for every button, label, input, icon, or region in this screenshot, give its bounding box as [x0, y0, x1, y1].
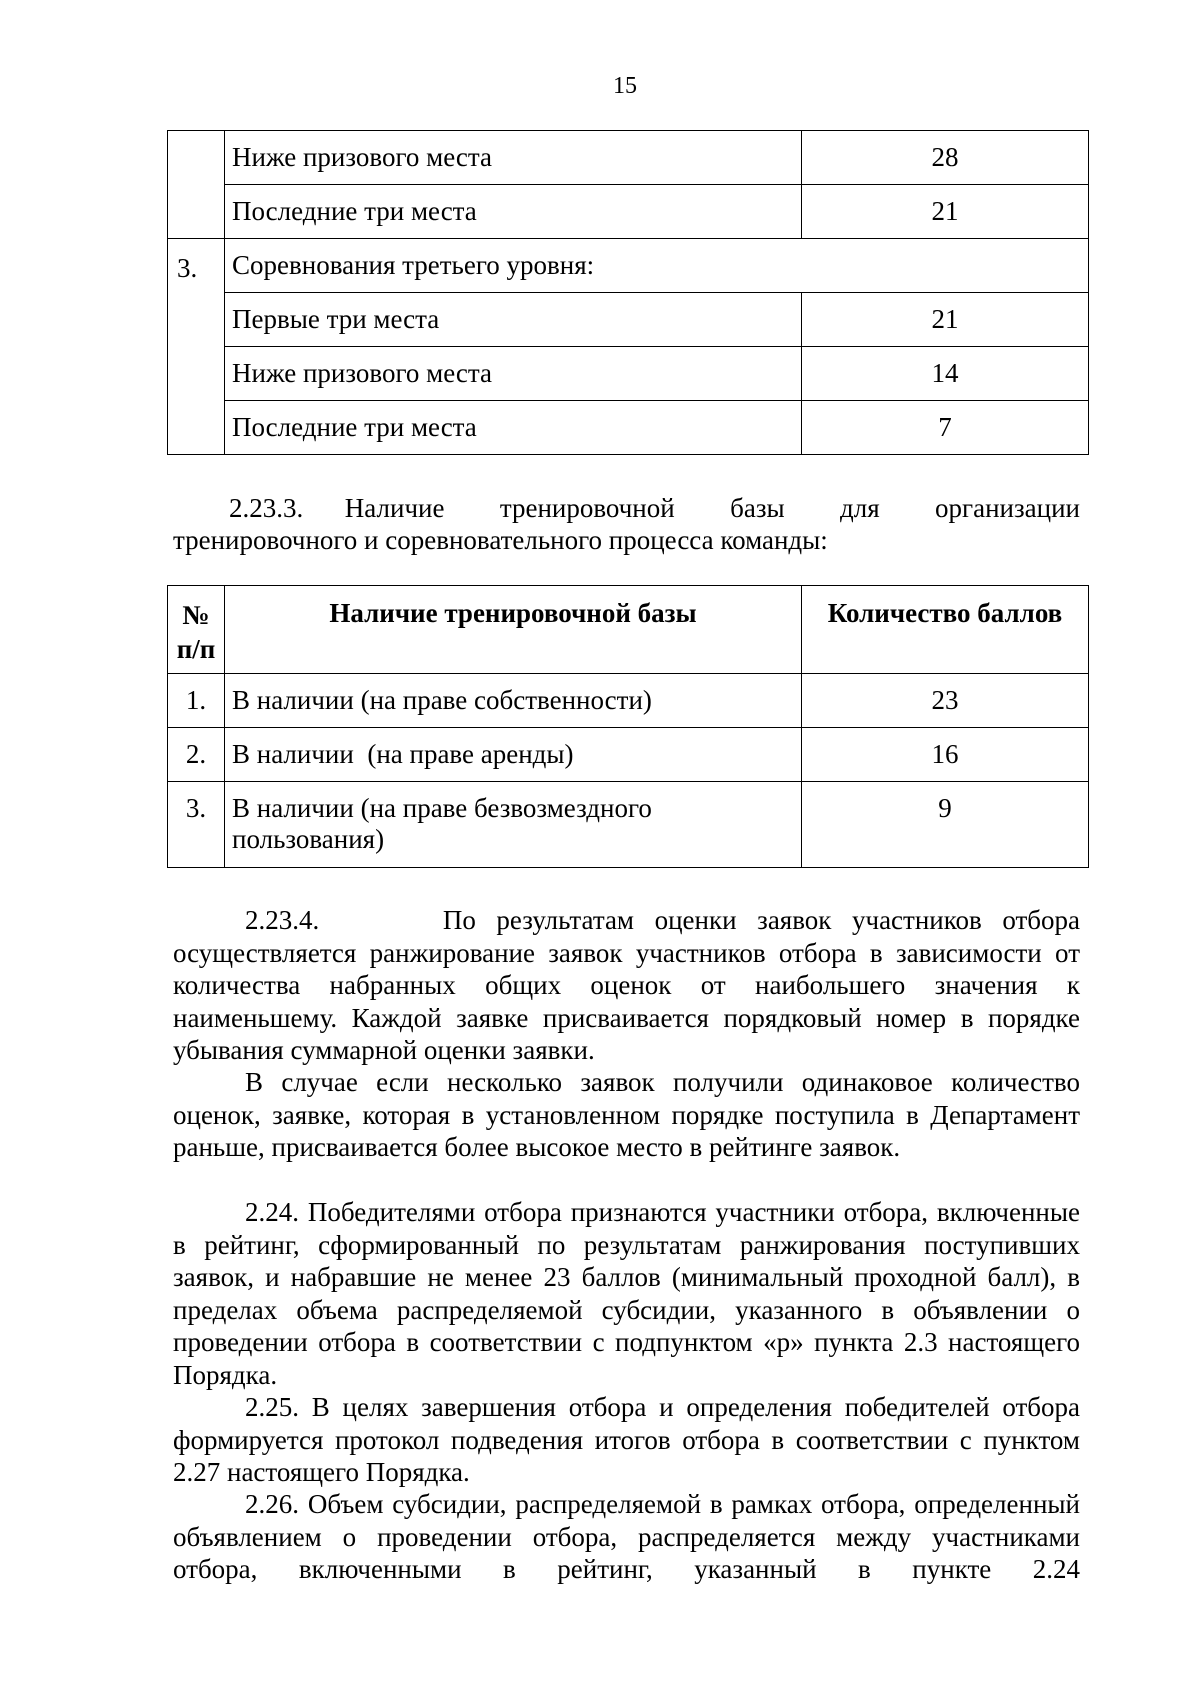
paragraph-2-23-3-line2: тренировочного и соревновательного процесса команды: [173, 525, 828, 555]
table-row [168, 782, 1089, 868]
row-score-cell: 7 [802, 401, 1089, 455]
row-label-cell: В наличии (на праве аренды) [225, 728, 802, 782]
paragraph-2-26: 2.26. Объем субсидии, распределяемой в рамках отбора, определенный объявлением о проведении отбора, распределяется между участниками отбора, включенными в рейтинг, указанный в пункте 2.24 [173, 1489, 1080, 1584]
row-label-cell: В наличии (на праве безвозмездного пользования) [225, 782, 802, 868]
table-header-row [168, 586, 1089, 674]
row-label-cell: Ниже призового места [225, 347, 802, 401]
row-score-cell: 9 [802, 782, 1089, 868]
table-row [168, 293, 1089, 347]
header-label-cell: Наличие тренировочной базы [225, 586, 802, 674]
table-row [168, 728, 1089, 782]
row-label-cell: Ниже призового места [225, 131, 802, 185]
row-number-cell [168, 131, 225, 239]
row-label-cell: Последние три места [225, 401, 802, 455]
row-score-cell: 14 [802, 347, 1089, 401]
paragraph-2-25: 2.25. В целях завершения отбора и определения победителей отбора формируется протокол подведения итогов отбора в соответствии с пунктом 2.27 настоящего Порядка. [173, 1392, 1080, 1487]
scores-table-continued [167, 130, 1089, 455]
table-row [168, 401, 1089, 455]
section-label-cell: Соревнования третьего уровня: [225, 239, 1089, 293]
row-number-cell: 3. [168, 782, 225, 868]
row-label-cell: В наличии (на праве собственности) [225, 674, 802, 728]
table-row [168, 674, 1089, 728]
row-score-cell: 16 [802, 728, 1089, 782]
row-label-cell: Первые три места [225, 293, 802, 347]
header-number-cell: № п/п [168, 586, 225, 674]
row-score-cell: 28 [802, 131, 1089, 185]
table-row [168, 185, 1089, 239]
header-score-cell: Количество баллов [802, 586, 1089, 674]
paragraph-2-23-3-line1: 2.23.3. Наличие тренировочной базы для организации [229, 493, 1080, 523]
row-number-cell: 1. [168, 674, 225, 728]
row-number-cell: 3. [168, 239, 225, 455]
table-row [168, 239, 1089, 293]
table-row [168, 131, 1089, 185]
row-score-cell: 21 [802, 185, 1089, 239]
table-row [168, 347, 1089, 401]
training-base-table [167, 585, 1089, 868]
row-label-cell: Последние три места [225, 185, 802, 239]
paragraph-2-24: 2.24. Победителями отбора признаются участники отбора, включенные в рейтинг, сформированный по результатам ранжирования поступивших заявок, и набравшие не менее 23 баллов (минимальный проходной балл), в пределах объема распределяемой субсидии, указанного в объявлении о проведении отбора в соответствии с подпунктом «р» пункта 2.3 настоящего Порядка. [173, 1197, 1080, 1390]
paragraph-2-23-4: 2.23.4. По результатам оценки заявок участников отбора осуществляется ранжирование заявок участников отбора в зависимости от количества набранных общих оценок от наибольшего значения к наименьшему. Каждой заявке присваивается порядковый номер в порядке убывания суммарной оценки заявки. [173, 905, 1080, 1065]
page-number: 15 [613, 73, 637, 99]
row-score-cell: 23 [802, 674, 1089, 728]
row-score-cell: 21 [802, 293, 1089, 347]
paragraph-same-score: В случае если несколько заявок получили одинаковое количество оценок, заявке, которая в установленном порядке поступила в Департамент раньше, присваивается более высокое место в рейтинге заявок. [173, 1067, 1080, 1162]
row-number-cell: 2. [168, 728, 225, 782]
